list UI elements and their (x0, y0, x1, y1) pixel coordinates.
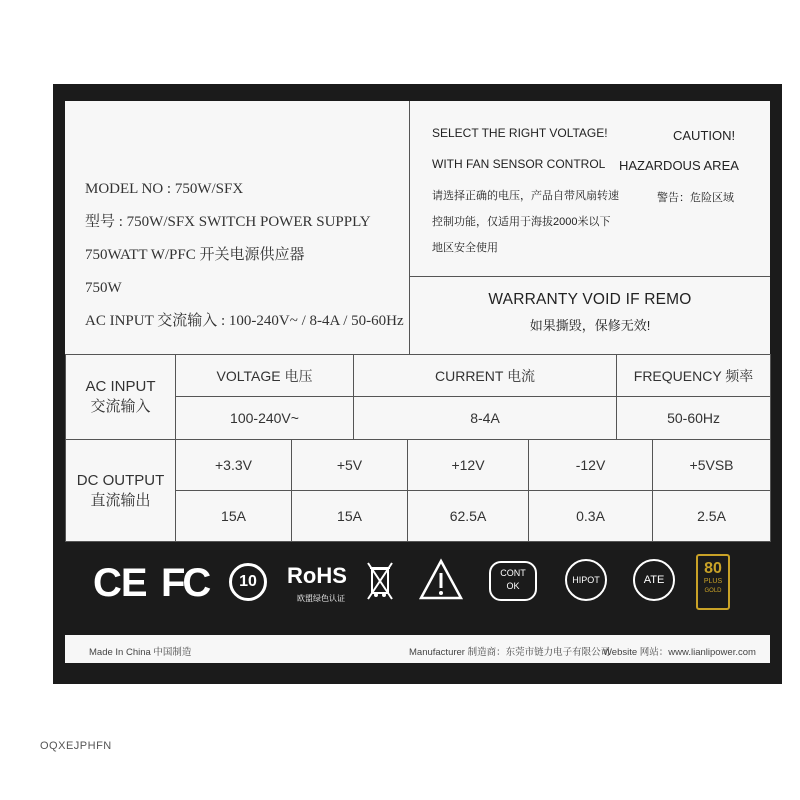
current-neg-12v: 0.3A (529, 491, 653, 542)
rail-neg-12v: -12V (529, 440, 653, 491)
current-5vsb: 2.5A (653, 491, 771, 542)
label-footer (65, 635, 770, 663)
power-supply-label (53, 84, 782, 684)
warranty-cn-text: 如果撕毁，保修无效! (529, 318, 651, 333)
warranty-void-text: WARRANTY VOID IF REMO (488, 291, 692, 308)
rail-12v: +12V (408, 440, 529, 491)
dc-output-label (66, 440, 176, 542)
80-plus-text: PLUS (703, 578, 723, 585)
voltage-header: VOLTAGE 电压 (176, 355, 354, 397)
model-type-line: 型号 : 750W/SFX SWITCH POWER SUPPLY (85, 214, 371, 230)
select-voltage-text: SELECT THE RIGHT VOLTAGE! (432, 126, 608, 140)
warning-cn-line-1: 请选择正确的电压，产品自带风扇转速 (432, 190, 619, 202)
rail-3v3: +3.3V (176, 440, 292, 491)
current-value: 8-4A (354, 397, 617, 440)
wattage-line: 750W (85, 280, 122, 296)
voltage-value: 100-240V~ (176, 397, 354, 440)
weee-bin-icon (366, 559, 394, 608)
fcc-mark-icon: FC (161, 561, 209, 605)
hazard-cn-text: 警告：危险区域 (657, 192, 734, 204)
warning-cn-line-2: 控制功能，仅适用于海拔2000米以下 (432, 216, 611, 228)
rail-5v: +5V (292, 440, 408, 491)
ac-input-label-en: AC INPUT (85, 378, 156, 395)
ac-input-label (66, 355, 176, 440)
frequency-header: FREQUENCY 频率 (617, 355, 771, 397)
ac-header-row (66, 355, 771, 397)
80-plus-gold-badge (696, 554, 730, 610)
rail-5vsb: +5VSB (653, 440, 771, 491)
rohs-icon: RoHS (287, 563, 347, 588)
website-text: Website 网站：www.lianlipower.com (603, 647, 756, 658)
current-12v: 62.5A (408, 491, 529, 542)
wattage-pfc-line: 750WATT W/PFC 开关电源供应器 (85, 247, 305, 263)
fan-sensor-text: WITH FAN SENSOR CONTROL (432, 157, 606, 171)
rohs-sub-text: 欧盟绿色认证 (297, 594, 345, 603)
cont-text: CONT (500, 568, 526, 578)
warning-triangle-icon (419, 558, 463, 607)
model-info-section (65, 101, 409, 354)
ce-mark-icon: CE (93, 561, 147, 605)
eco-10-icon: 10 (229, 563, 267, 601)
dc-rail-row (66, 440, 771, 491)
dc-output-label-cn: 直流输出 (90, 491, 151, 509)
frequency-value: 50-60Hz (617, 397, 771, 440)
watermark-text: OQXEJPHFN (40, 740, 112, 752)
ate-icon: ATE (633, 559, 675, 601)
hazardous-area-text: HAZARDOUS AREA (619, 158, 739, 173)
gold-text: GOLD (704, 588, 722, 594)
current-header: CURRENT 电流 (354, 355, 617, 397)
current-5v: 15A (292, 491, 408, 542)
voltage-warning-section (409, 101, 770, 276)
certification-icons-row (53, 541, 782, 629)
made-in-china-text: Made In China 中国制造 (89, 647, 192, 658)
hipot-icon: HIPOT (565, 559, 607, 601)
ac-input-line: AC INPUT 交流输入 : 100-240V~ / 8-4A / 50-60Hz (85, 313, 404, 329)
warning-cn-line-3: 地区安全使用 (432, 242, 498, 254)
manufacturer-text: Manufacturer 制造商：东莞市链力电子有限公司 (409, 647, 611, 658)
model-number-line: MODEL NO : 750W/SFX (85, 181, 244, 197)
caution-text: CAUTION! (673, 128, 736, 143)
current-3v3: 15A (176, 491, 292, 542)
continuity-ok-icon (489, 561, 537, 601)
ac-input-label-cn: 交流输入 (90, 398, 151, 415)
label-info-panel (65, 101, 770, 541)
dc-output-label-en: DC OUTPUT (76, 471, 165, 489)
warranty-section (409, 276, 770, 354)
ok-text: OK (506, 581, 520, 591)
spec-table (65, 354, 771, 542)
80-plus-number: 80 (704, 560, 722, 577)
